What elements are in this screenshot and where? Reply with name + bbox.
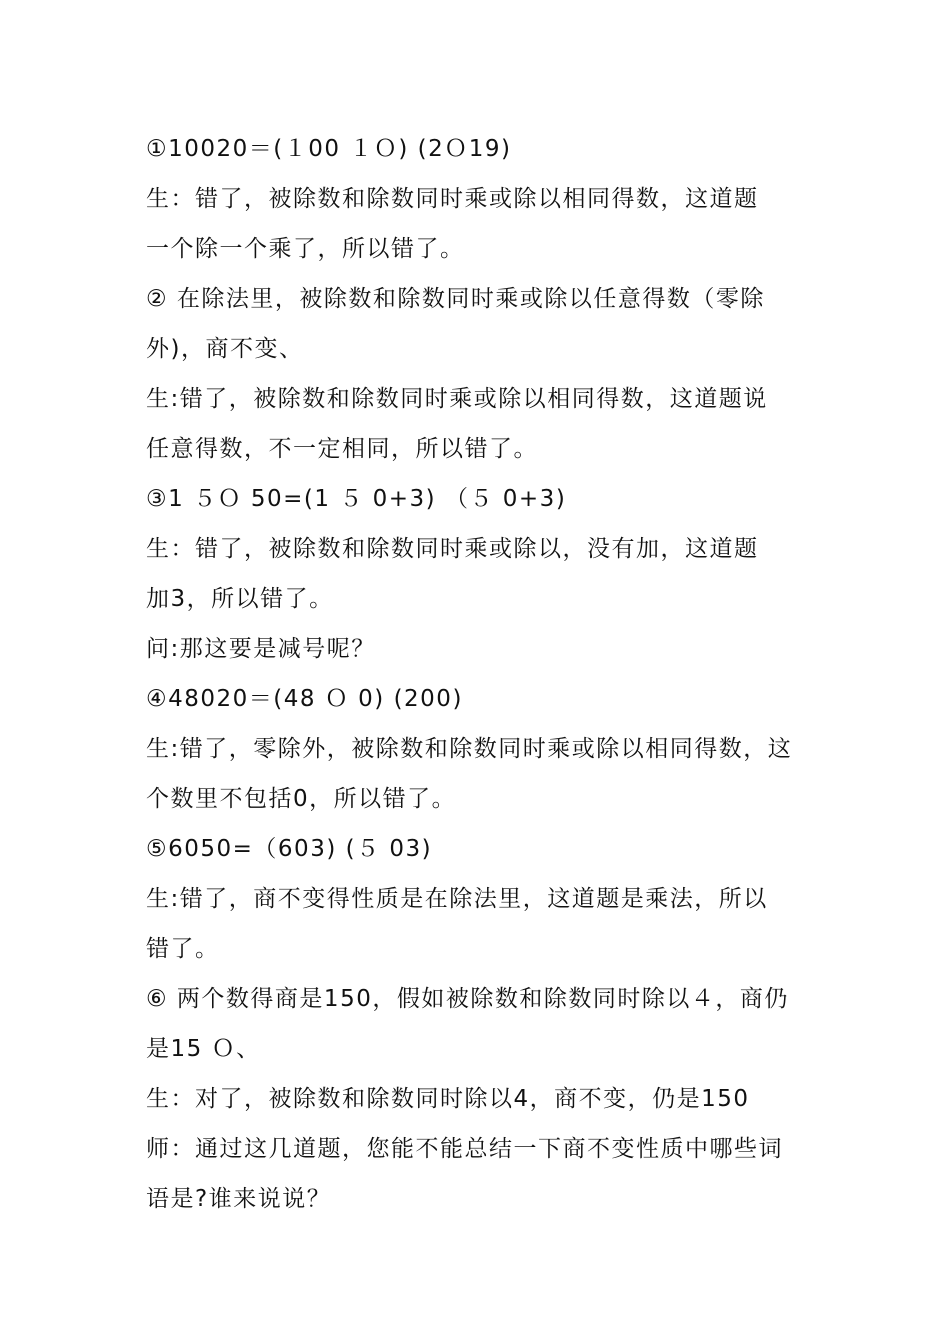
- item-4-equation: ④48020＝(48 Ｏ 0) (200): [146, 686, 463, 712]
- item-6-statement-line-1: ⑥ 两个数得商是150，假如被除数和除数同时除以４，商仍: [146, 986, 789, 1012]
- item-6-statement-line-2: 是15 Ｏ、: [146, 1036, 261, 1062]
- student-answer-5-line-1: 生:错了，商不变得性质是在除法里，这道题是乘法，所以: [146, 886, 768, 912]
- student-answer-4-line-2: 个数里不包括0，所以错了。: [146, 786, 457, 812]
- item-5-equation: ⑤6050=（603) (５ 03): [146, 836, 433, 862]
- question-line: 问:那这要是减号呢？: [146, 636, 376, 662]
- student-answer-6: 生：对了，被除数和除数同时除以4，商不变，仍是150: [146, 1086, 750, 1112]
- student-answer-2-line-1: 生:错了，被除数和除数同时乘或除以相同得数，这道题说: [146, 386, 768, 412]
- student-answer-2-line-2: 任意得数，不一定相同，所以错了。: [146, 436, 538, 462]
- teacher-prompt-line-1: 师：通过这几道题，您能不能总结一下商不变性质中哪些词: [146, 1136, 783, 1162]
- item-1-equation: ①10020＝(１00 １Ｏ) (2Ｏ19): [146, 136, 512, 162]
- student-answer-1-line-2: 一个除一个乘了，所以错了。: [146, 236, 465, 262]
- student-answer-4-line-1: 生:错了，零除外，被除数和除数同时乘或除以相同得数，这: [146, 736, 793, 762]
- item-2-statement-line-1: ② 在除法里，被除数和除数同时乘或除以任意得数（零除: [146, 286, 765, 312]
- student-answer-3-line-2: 加3，所以错了。: [146, 586, 334, 612]
- item-3-equation: ③1 ５Ｏ 50=(1 ５ 0+3) （５ 0+3): [146, 486, 567, 512]
- document-body: [146, 124, 806, 1224]
- student-answer-1-line-1: 生：错了，被除数和除数同时乘或除以相同得数，这道题: [146, 186, 759, 212]
- student-answer-3-line-1: 生：错了，被除数和除数同时乘或除以，没有加，这道题: [146, 536, 759, 562]
- student-answer-5-line-2: 错了。: [146, 936, 220, 962]
- teacher-prompt-line-2: 语是?谁来说说？: [146, 1186, 332, 1212]
- item-2-statement-line-2: 外)，商不变、: [146, 336, 304, 362]
